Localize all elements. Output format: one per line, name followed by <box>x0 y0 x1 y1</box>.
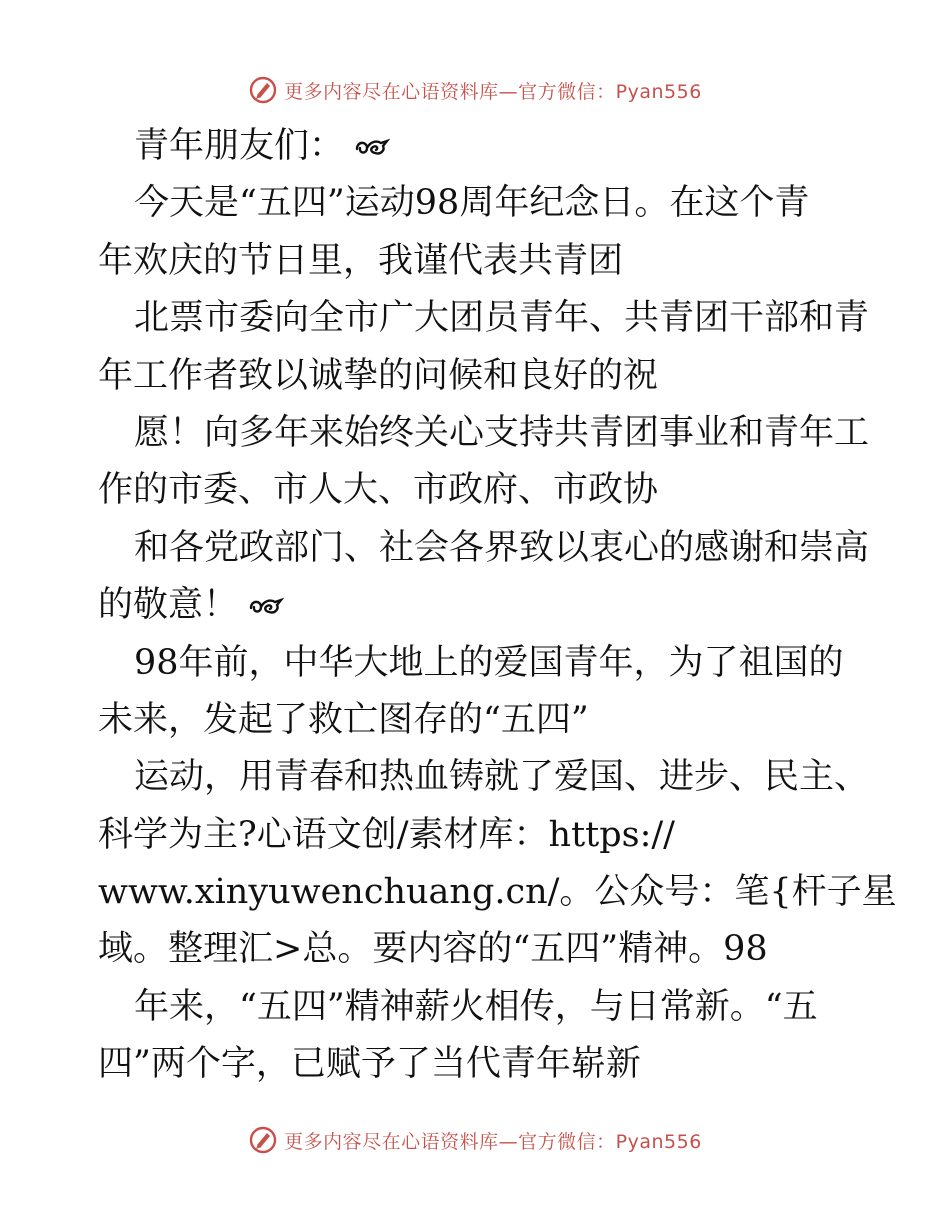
text-line <box>98 233 858 290</box>
paragraph-mark-icon <box>354 135 390 159</box>
text-line-content: 的敬意！ <box>98 585 239 626</box>
banner-text: 更多内容尽在心语资料库—官方微信：Pyan556 <box>284 80 702 103</box>
text-line <box>98 290 870 347</box>
paragraph-mark-icon <box>248 594 284 618</box>
text-line-content: www.xinyuwenchuang.cn/。公众号：笔{杆子星 <box>98 872 897 913</box>
text-line-content: 北票市委向全市广大团员青年、共青团干部和青 <box>134 298 870 339</box>
text-line <box>98 118 858 175</box>
banner-text: 更多内容尽在心语资料库—官方微信：Pyan556 <box>284 1130 702 1153</box>
pen-logo-icon <box>248 1125 278 1155</box>
text-line-content: 未来，发起了救亡图存的“五四” <box>98 699 589 740</box>
text-line-content: 运动，用青春和热血铸就了爱国、进步、民主、 <box>134 757 870 798</box>
document-body <box>98 118 897 1094</box>
text-line-content: 愿！向多年来始终关心支持共青团事业和青年工 <box>134 412 870 453</box>
banner-inner <box>248 75 702 105</box>
text-line <box>98 864 897 921</box>
header-banner <box>0 70 950 110</box>
text-line-content: 科学为主?心语文创/素材库：https:// <box>98 814 675 855</box>
text-line-content: 今天是“五四”运动98周年纪念日。在这个青 <box>134 183 810 224</box>
text-line-content: 年欢庆的节日里，我谨代表共青团 <box>98 240 624 281</box>
text-line <box>98 462 858 519</box>
text-line <box>98 979 858 1036</box>
text-line-content: 年来，“五四”精神薪火相传，与日常新。“五 <box>134 986 818 1027</box>
banner-inner <box>248 1125 702 1155</box>
text-line <box>98 635 858 692</box>
text-line-content: 域。整理汇>总。要内容的“五四”精神。98 <box>98 929 768 970</box>
text-line-content: 年工作者致以诚挚的问候和良好的祝 <box>98 355 659 396</box>
text-line <box>98 175 858 232</box>
text-line-content: 四”两个字，已赋予了当代青年崭新 <box>98 1044 641 1085</box>
text-line <box>98 692 858 749</box>
pen-logo-icon <box>248 75 278 105</box>
text-line <box>98 1036 858 1093</box>
text-line <box>98 749 870 806</box>
text-line <box>98 520 870 577</box>
footer-banner <box>0 1120 950 1160</box>
text-line-content: 青年朋友们： <box>134 126 345 166</box>
text-line-content: 和各党政部门、社会各界致以衷心的感谢和崇高 <box>134 527 870 568</box>
text-line-content: 98年前，中华大地上的爱国青年，为了祖国的 <box>134 642 844 683</box>
text-line <box>98 405 870 462</box>
text-line <box>98 577 858 634</box>
text-line <box>98 807 858 864</box>
text-line-content: 作的市委、市人大、市政府、市政协 <box>98 470 659 511</box>
text-line <box>98 348 858 405</box>
text-line <box>98 921 858 978</box>
